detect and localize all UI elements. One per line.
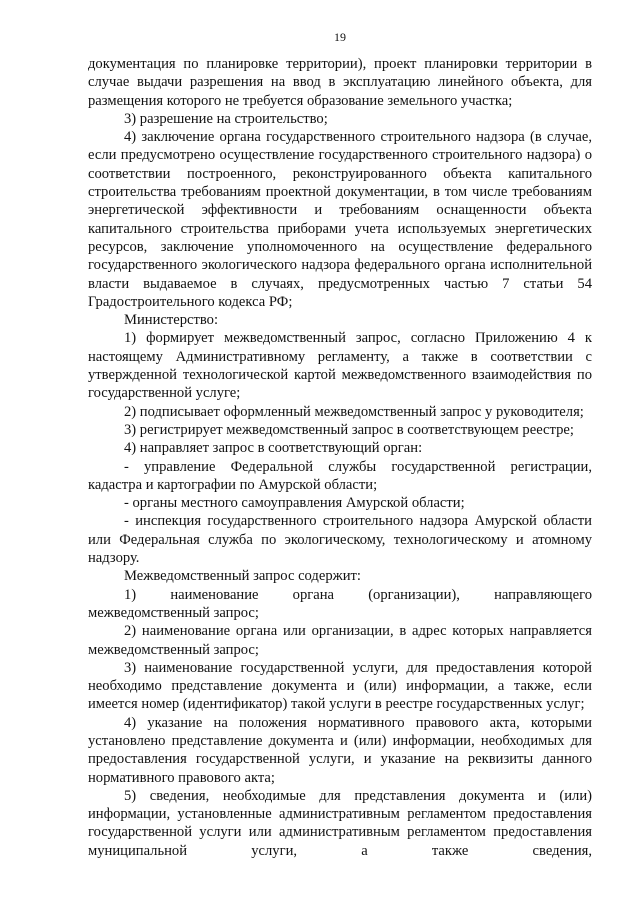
paragraph: 2) подписывает оформленный межведомственный запрос у руководителя;	[124, 403, 584, 420]
paragraph: - управление Федеральной службы государственной регистрации, кадастра и картографии по Амурской области;	[88, 458, 592, 493]
paragraph: - органы местного самоуправления Амурской области;	[124, 495, 465, 512]
paragraph: 2) наименование органа или организации, в адрес которых направляется межведомственный запрос;	[88, 623, 592, 658]
paragraph: 1) формирует межведомственный запрос, согласно Приложению 4 к настоящему Административному регламенту, а также в соответствии с утвержденной технологической картой межведомственного взаимодействия по государственной услуге;	[88, 330, 592, 402]
paragraph: Межведомственный запрос содержит:	[124, 568, 361, 585]
paragraph: - инспекция государственного строительного надзора Амурской области или Федеральная служба по экологическому, технологическому и атомному надзору.	[88, 513, 592, 567]
paragraph: 3) регистрирует межведомственный запрос в соответствующем реестре;	[124, 421, 574, 438]
paragraph: Министерство:	[124, 312, 219, 329]
paragraph: 5) сведения, необходимые для представления документа и (или) информации, установленные административным регламентом предоставления государственной услуги или административным регламентом предоставления муниципальной услуги, а также сведения,	[88, 787, 592, 859]
paragraph: документация по планировке территории), проект планировки территории в случае выдачи разрешения на ввод в эксплуатацию линейного объекта, для размещения которого не требуется образование земельного участка;	[88, 56, 592, 109]
paragraph: 4) направляет запрос в соответствующий орган:	[124, 440, 423, 457]
paragraph: 4) заключение органа государственного строительного надзора (в случае, если предусмотрено осуществление государственного строительного надзора) о соответствии построенного, реконструированного объекта капитального строительства требованиям проектной документации, в том числе требованиям энергетической эффективности и требованиям оснащенности объекта капитального строительства приборами учета используемых энергетических ресурсов, заключение уполномоченного на осуществление федерального государственного экологического надзора федерального органа исполнительной власти выдаваемое в случаях, предусмотренных частью 7 статьи 54 Градостроительного кодекса РФ;	[88, 129, 592, 310]
page-number: 19	[334, 30, 346, 44]
paragraph: 4) указание на положения нормативного правового акта, которыми установлено представление документа и (или) информации, необходимых для предоставления государственной услуги, и указание на реквизиты данного нормативного правового акта;	[88, 714, 592, 786]
paragraph: 3) разрешение на строительство;	[124, 110, 328, 127]
paragraph: 3) наименование государственной услуги, для предоставления которой необходимо представление документа и (или) информации, а также, если имеется номер (идентификатор) такой услуги в реестре государственных услуг;	[88, 659, 592, 713]
body-text	[88, 55, 592, 860]
paragraph: 1) наименование органа (организации), направляющего межведомственный запрос;	[88, 586, 592, 621]
